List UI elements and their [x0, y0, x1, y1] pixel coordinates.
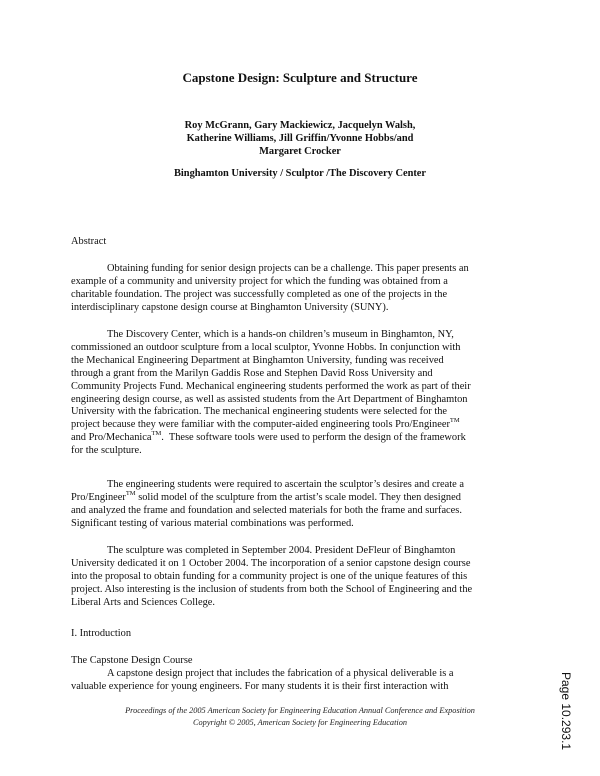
text-line: Obtaining funding for senior design projects can be a challenge. This paper presents an: [107, 263, 469, 274]
trademark-sup: TM: [125, 489, 136, 497]
footer-line: Copyright © 2005, American Society for Engineering Education: [192, 717, 407, 727]
text-line: Community Projects Fund. Mechanical engineering students performed the work as part of their: [71, 380, 471, 392]
trademark-sup: TM: [449, 417, 460, 425]
abstract-paragraph-3: [71, 479, 533, 531]
text-line: interdisciplinary capstone design course at Binghamton University (SUNY).: [71, 301, 389, 313]
paper-title: Capstone Design: Sculpture and Structure: [182, 70, 418, 85]
text-line: Significant testing of various material combinations was performed.: [71, 517, 354, 529]
text-fragment: solid model of the sculpture from the artist’s scale model. They then designed: [138, 491, 461, 503]
text-line: University dedicated it on 1 October 2004. The incorporation of a senior capstone design course: [71, 557, 471, 569]
text-line: and Pro/Mechanica™. These software tools were used to perform the design of the framework: [71, 430, 466, 444]
abstract-paragraph-2: [71, 329, 533, 458]
text-line: A capstone design project that includes the fabrication of a physical deliverable is a: [107, 668, 454, 679]
intro-paragraph: [71, 668, 533, 694]
footer-line: Proceedings of the 2005 American Society for Engineering Education Annual Conference and Exposition: [125, 706, 475, 715]
text-line: University with the fabrication. The mechanical engineering students were selected for the: [71, 406, 448, 418]
text-line: [71, 419, 533, 432]
text-line: and analyzed the frame and foundation and selected materials for both the frame and surfaces.: [71, 504, 462, 516]
subsection-heading: The Capstone Design Course: [71, 655, 193, 666]
text-line: through a grant from the Marilyn Gaddis Rose and Stephen David Ross University and: [71, 367, 433, 379]
text-line: into the proposal to obtain funding for a community project is one of the unique features of this: [71, 570, 468, 582]
author-line: Margaret Crocker: [259, 146, 341, 157]
text-line: example of a community and university project for which the funding was obtained from a: [71, 275, 448, 287]
text-line: charitable foundation. The project was successfully completed as one of the projects in the: [71, 288, 448, 300]
text-line: project. Also interesting is the inclusion of students from both the School of Engineering and the: [71, 583, 473, 595]
text-fragment: These software tools were used to perform the design of the framework: [168, 432, 466, 444]
text-line: engineering design course, as well as assisted students from the Art Department of Binghamton: [71, 393, 468, 405]
text-fragment: Pro/Engineer: [71, 491, 126, 503]
text-line: valuable experience for young engineers. For many students it is their first interaction with: [71, 680, 449, 692]
text-line: [71, 489, 533, 505]
affiliation: Binghamton University / Sculptor /The Discovery Center: [173, 168, 427, 179]
text-line: commissioned an outdoor sculpture from a local sculptor, Yvonne Hobbs. In conjunction with: [71, 341, 461, 353]
author-line: Roy McGrann, Gary Mackiewicz, Jacquelyn Walsh,: [184, 120, 416, 131]
text-line: The engineering students were required to ascertain the sculptor’s desires and create a: [107, 479, 464, 490]
proceedings-footer: [0, 705, 600, 728]
abstract-paragraph-4: [71, 545, 533, 610]
text-line: the Mechanical Engineering Department at Binghamton University, funding was received: [71, 354, 444, 366]
text-line: The Discovery Center, which is a hands-on children’s museum in Binghamton, NY,: [107, 329, 454, 340]
text-line: Liberal Arts and Sciences College.: [71, 596, 215, 608]
abstract-paragraph-1: [71, 263, 533, 315]
abstract-heading: Abstract: [71, 236, 107, 247]
trademark-sup: TM: [151, 430, 162, 438]
text-line: The sculpture was completed in September 2004. President DeFleur of Binghamton: [107, 545, 456, 556]
text-line: for the sculpture.: [71, 445, 142, 457]
section-heading: I. Introduction: [71, 628, 132, 639]
author-list: [0, 119, 600, 158]
author-line: Katherine Williams, Jill Griffin/Yvonne Hobbs/and: [186, 133, 414, 144]
text-fragment: project because they were familiar with the computer-aided engineering tools Pro/Engineer: [71, 419, 450, 431]
page-number: Page 10.293.1: [559, 672, 573, 751]
text-fragment: and Pro/Mechanica: [71, 432, 152, 444]
